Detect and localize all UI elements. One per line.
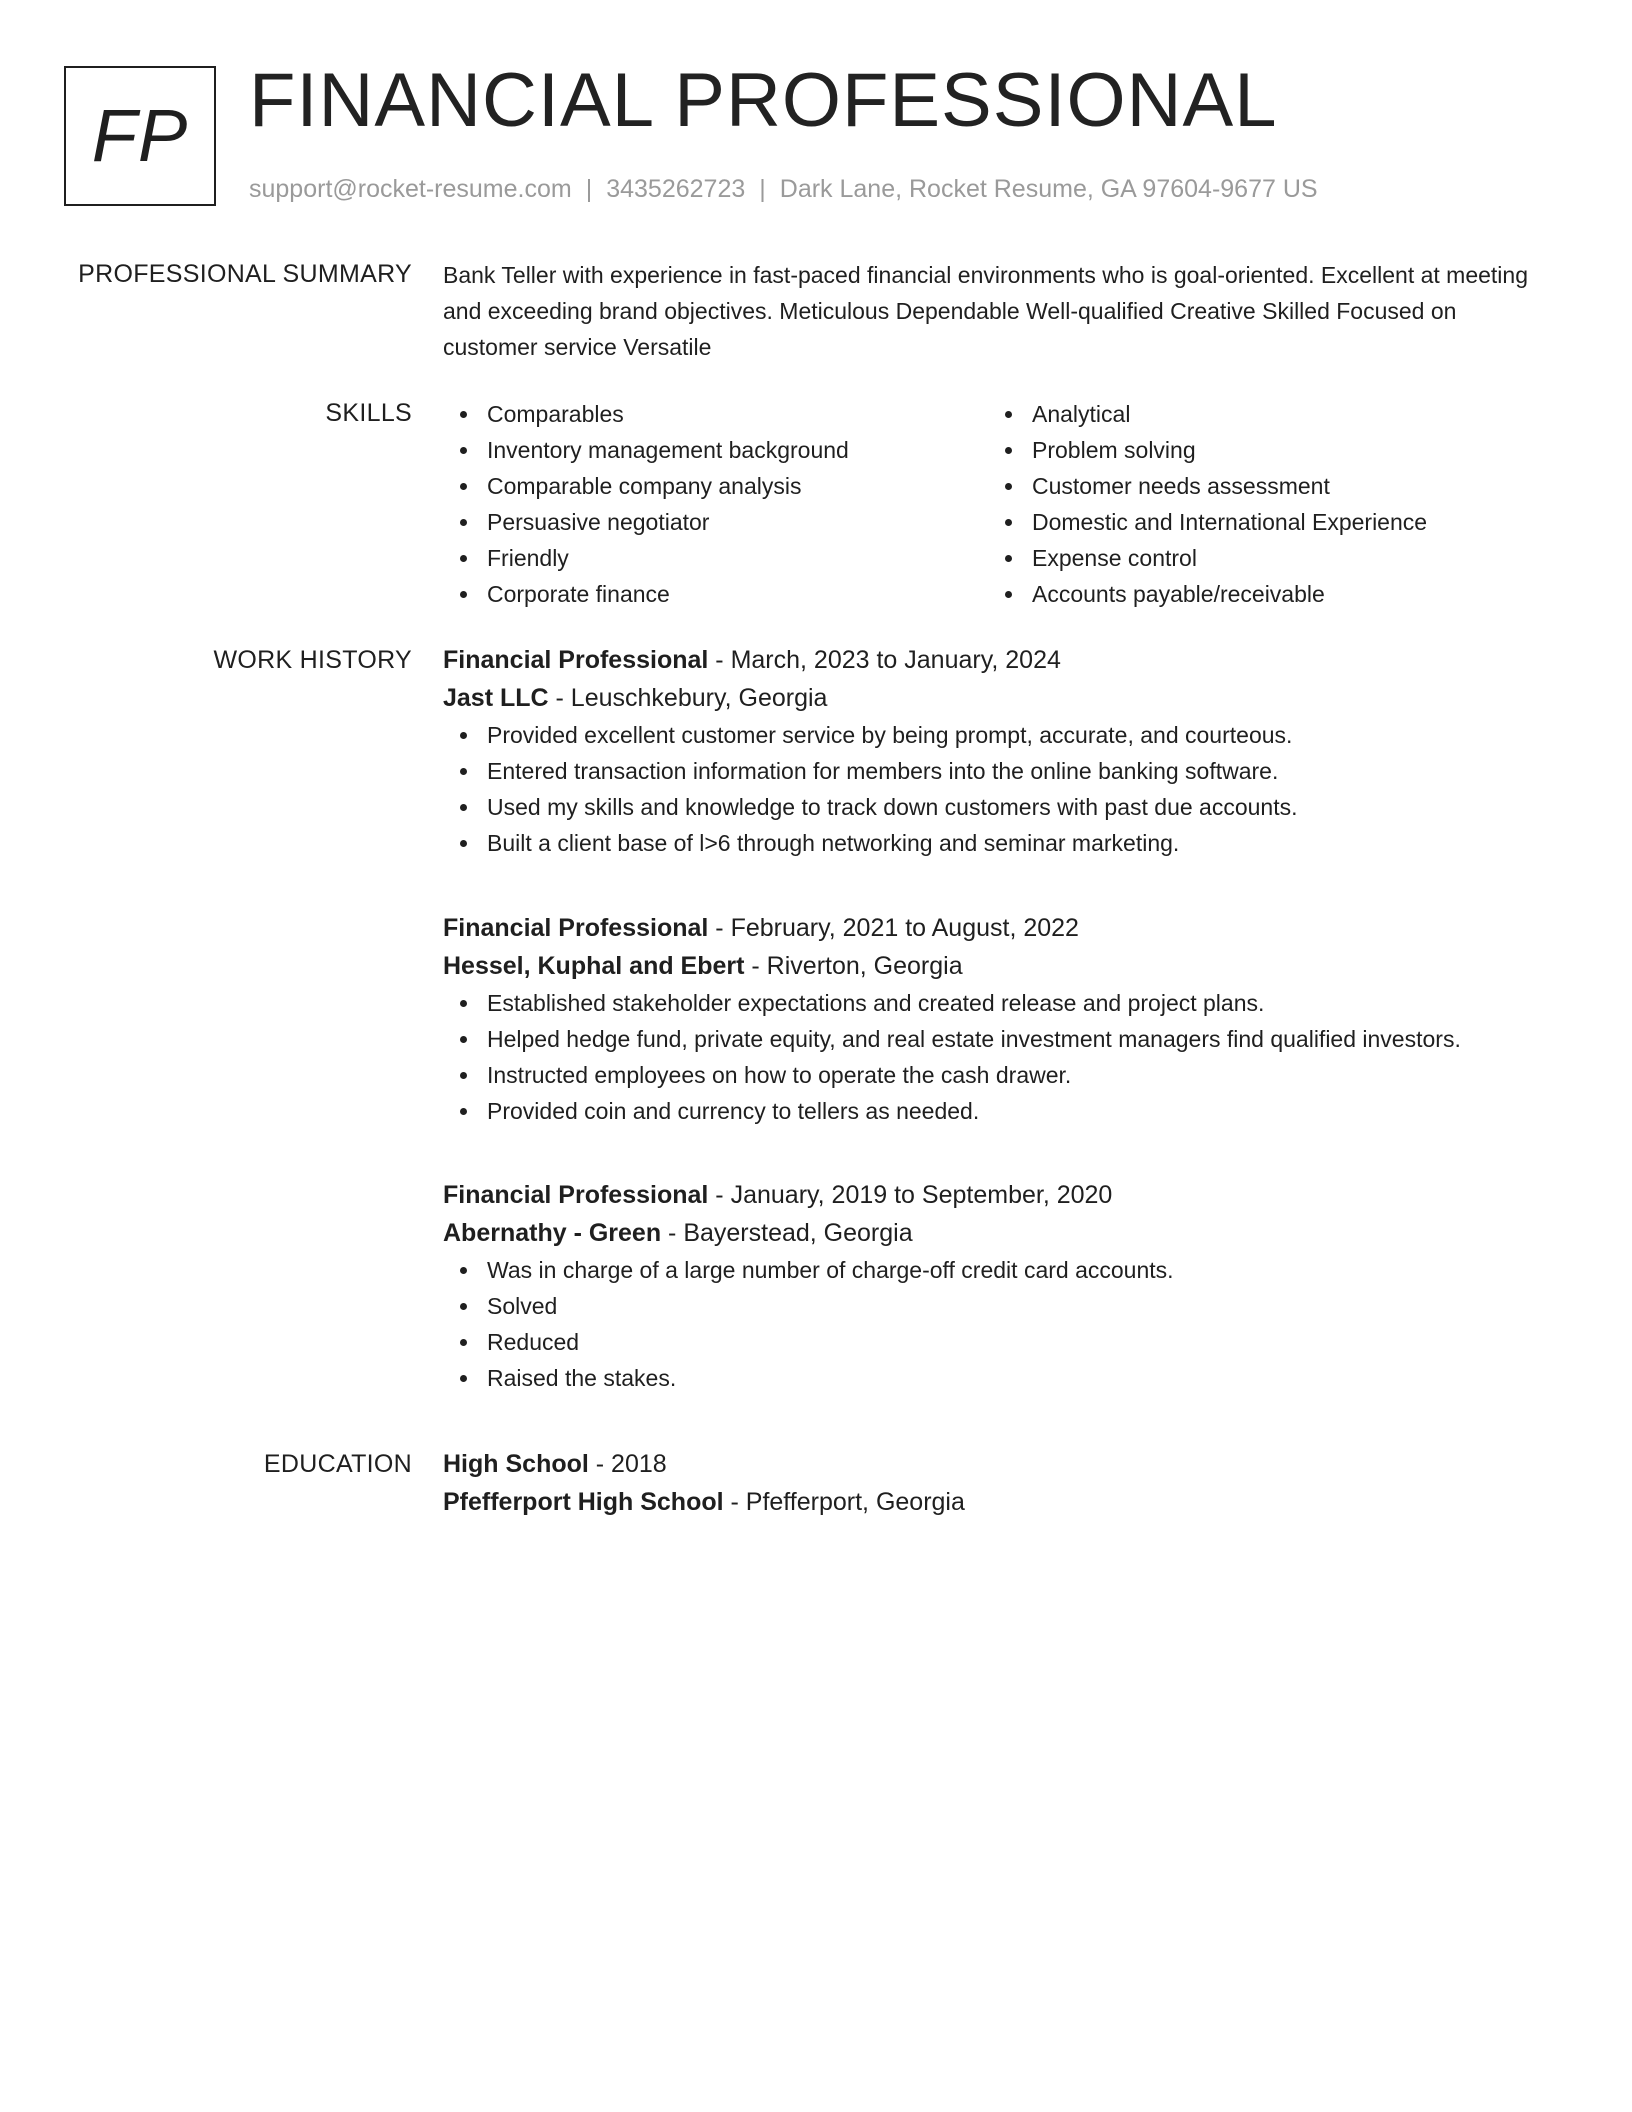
education-degree-line	[443, 1445, 1593, 1483]
skill-item: Domestic and International Experience	[988, 504, 1533, 540]
skill-item: Expense control	[988, 540, 1533, 576]
contact-phone: 3435262723	[606, 175, 746, 203]
skill-item: Comparable company analysis	[443, 468, 988, 504]
monogram-initials: FP	[91, 94, 189, 177]
job-duty: Solved	[443, 1288, 1593, 1324]
job-location: - Leuschkebury, Georgia	[548, 684, 828, 712]
job-title-line	[443, 1176, 1593, 1214]
job-duty: Provided excellent customer service by being prompt, accurate, and courteous.	[443, 717, 1593, 753]
work-history-heading: WORK HISTORY	[213, 646, 412, 674]
job-entry	[443, 641, 1593, 861]
job-duty: Instructed employees on how to operate the cash drawer.	[443, 1057, 1593, 1093]
skills-list-left	[443, 396, 988, 612]
skill-item: Corporate finance	[443, 576, 988, 612]
education-school: Pfefferport High School	[443, 1488, 724, 1516]
skill-item: Inventory management background	[443, 432, 988, 468]
contact-address: Dark Lane, Rocket Resume, GA 97604-9677 US	[779, 175, 1318, 203]
job-title: Financial Professional	[443, 914, 709, 942]
job-duty: Entered transaction information for members into the online banking software.	[443, 753, 1593, 789]
job-duty: Raised the stakes.	[443, 1360, 1593, 1396]
skill-item: Accounts payable/receivable	[988, 576, 1533, 612]
job-title-line	[443, 909, 1593, 947]
job-location: - Bayerstead, Georgia	[661, 1219, 913, 1247]
skills-list-right	[988, 396, 1533, 612]
job-dates: - March, 2023 to January, 2024	[708, 646, 1061, 674]
skill-item: Customer needs assessment	[988, 468, 1533, 504]
job-company-line	[443, 1214, 1593, 1252]
job-duty: Used my skills and knowledge to track down customers with past due accounts.	[443, 789, 1593, 825]
candidate-name: FINANCIAL PROFESSIONAL	[249, 58, 1278, 143]
job-entry	[443, 1176, 1593, 1396]
education-degree: High School	[443, 1450, 589, 1478]
job-duties	[443, 985, 1593, 1129]
job-duties	[443, 1252, 1593, 1396]
education-year: - 2018	[588, 1450, 667, 1478]
job-title: Financial Professional	[443, 646, 709, 674]
education-heading: EDUCATION	[263, 1450, 412, 1478]
job-company: Hessel, Kuphal and Ebert	[443, 952, 745, 980]
skill-item: Comparables	[443, 396, 988, 432]
job-company: Jast LLC	[443, 684, 549, 712]
contact-separator: |	[585, 175, 593, 203]
job-duty: Helped hedge fund, private equity, and real estate investment managers find qualified investors.	[443, 1021, 1593, 1057]
education-location: - Pfefferport, Georgia	[723, 1488, 965, 1516]
skill-item: Analytical	[988, 396, 1533, 432]
summary-text: Bank Teller with experience in fast-paced financial environments who is goal-oriented. Excellent at meeting and exceeding brand objectives. Meticulous Dependable Well-qualified Creative Skilled Focused on customer service Versatile	[443, 262, 1528, 360]
job-title-line	[443, 641, 1593, 679]
contact-line	[249, 172, 1318, 206]
summary-heading: PROFESSIONAL SUMMARY	[78, 260, 412, 288]
job-duties	[443, 717, 1593, 861]
job-dates: - February, 2021 to August, 2022	[708, 914, 1079, 942]
job-company-line	[443, 679, 1593, 717]
education-entry	[443, 1445, 1593, 1521]
monogram-box	[64, 66, 216, 206]
summary-body	[443, 257, 1543, 365]
job-location: - Riverton, Georgia	[744, 952, 963, 980]
skill-item: Problem solving	[988, 432, 1533, 468]
job-duty: Established stakeholder expectations and created release and project plans.	[443, 985, 1593, 1021]
job-company: Abernathy - Green	[443, 1219, 662, 1247]
job-title: Financial Professional	[443, 1181, 709, 1209]
contact-separator: |	[759, 175, 766, 203]
skill-item: Persuasive negotiator	[443, 504, 988, 540]
contact-email: support@rocket-resume.com	[249, 175, 572, 203]
job-duty: Provided coin and currency to tellers as needed.	[443, 1093, 1593, 1129]
education-school-line	[443, 1483, 1593, 1521]
skill-item: Friendly	[443, 540, 988, 576]
job-duty: Built a client base of l>6 through networking and seminar marketing.	[443, 825, 1593, 861]
job-dates: - January, 2019 to September, 2020	[708, 1181, 1113, 1209]
skills-heading: SKILLS	[325, 399, 412, 427]
job-entry	[443, 909, 1593, 1129]
skills-body	[443, 396, 1543, 612]
job-company-line	[443, 947, 1593, 985]
job-duty: Reduced	[443, 1324, 1593, 1360]
job-duty: Was in charge of a large number of charge-off credit card accounts.	[443, 1252, 1593, 1288]
